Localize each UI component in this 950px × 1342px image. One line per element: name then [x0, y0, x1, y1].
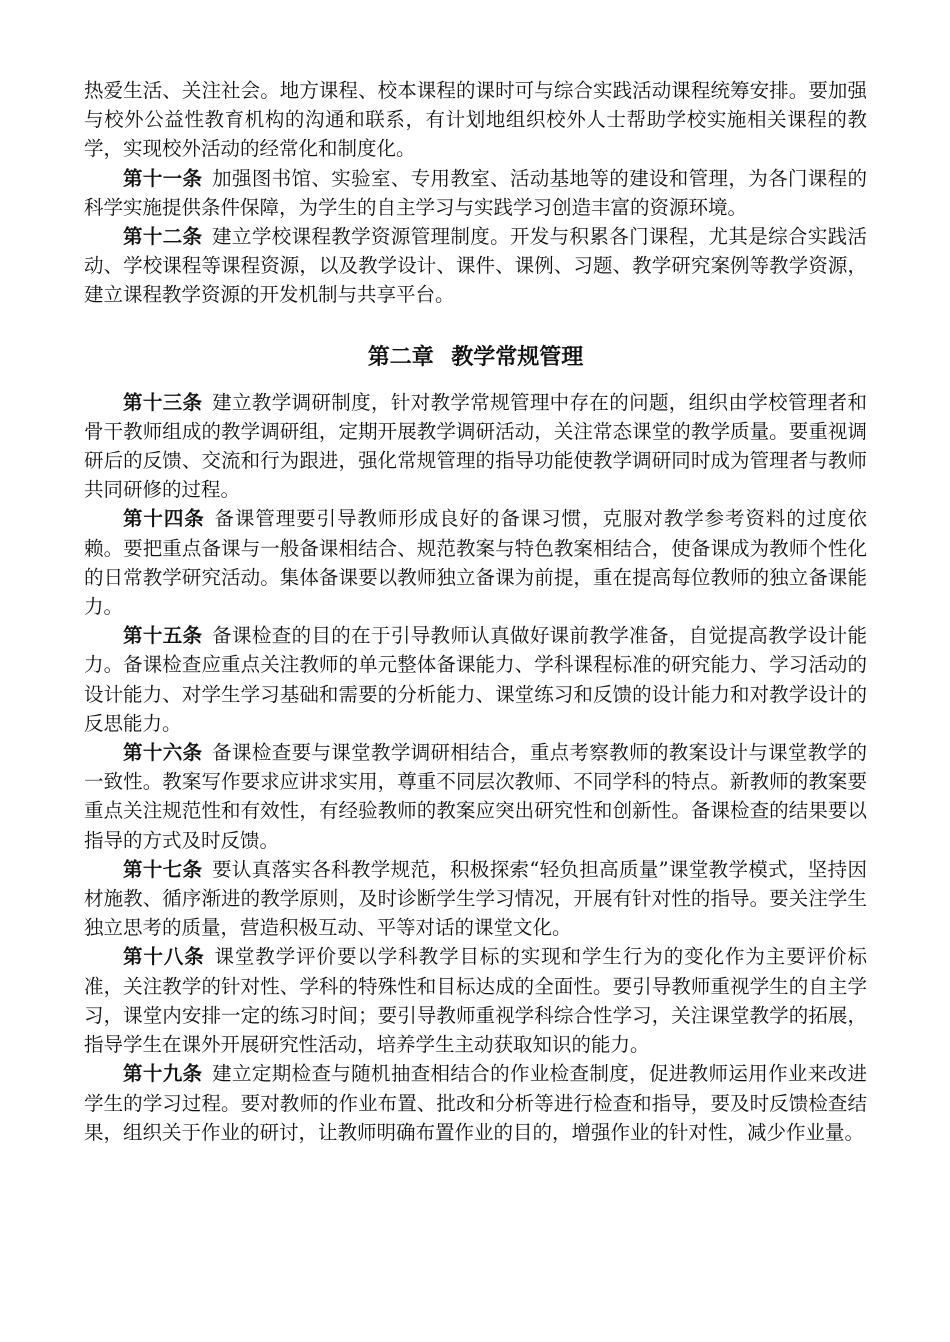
article-15 [84, 621, 867, 738]
article-text: 建立定期检查与随机抽查相结合的作业检查制度，促进教师运用作业来改进学生的学习过程。要对教师的作业布置、批改和分析等进行检查和指导，要及时反馈检查结果，组织关于作业的研讨，让教师明确布置作业的目的，增强作业的针对性，减少作业量。 [84, 1062, 867, 1144]
article-18 [84, 942, 867, 1059]
article-label: 第十三条 [123, 390, 203, 414]
document-page [84, 76, 867, 1147]
article-17 [84, 855, 867, 943]
article-label: 第十八条 [123, 945, 205, 969]
article-label: 第十六条 [123, 741, 203, 765]
article-text: 备课检查要与课堂教学调研相结合，重点考察教师的教案设计与课堂教学的一致性。教案写作要求应讲求实用，尊重不同层次教师、不同学科的特点。新教师的教案要重点关注规范性和有效性，有经验教师的教案应突出研究性和创新性。备课检查的结果要以指导的方式及时反馈。 [84, 741, 867, 852]
continuation-paragraph: 热爱生活、关注社会。地方课程、校本课程的课时可与综合实践活动课程统筹安排。要加强与校外公益性教育机构的沟通和联系，有计划地组织校外人士帮助学校实施相关课程的教学，实现校外活动的经常化和制度化。 [84, 79, 867, 161]
article-11 [84, 164, 867, 222]
article-text: 加强图书馆、实验室、专用教室、活动基地等的建设和管理，为各门课程的科学实施提供条件保障，为学生的自主学习与实践学习创造丰富的资源环境。 [84, 166, 867, 219]
article-14 [84, 504, 867, 621]
article-text: 备课管理要引导教师形成良好的备课习惯，克服对教学参考资料的过度依赖。要把重点备课与一般备课相结合、规范教案与特色教案相结合，使备课成为教师个性化的日常教学研究活动。集体备课要以教师独立备课为前提，重在提高每位教师的独立备课能力。 [84, 507, 867, 619]
chapter-number: 第二章 [367, 344, 434, 370]
article-text: 建立学校课程教学资源管理制度。开发与积累各门课程，尤其是综合实践活动、学校课程等课程资源，以及教学设计、课件、课例、习题、教学研究案例等教学资源，建立课程教学资源的开发机制与共享平台。 [84, 225, 867, 307]
article-13 [84, 388, 867, 505]
article-text: 要认真落实各科教学规范，积极探索“轻负担高质量”课堂教学模式，坚持因材施教、循序渐进的教学原则，及时诊断学生学习情况，开展有针对性的指导。要关注学生独立思考的质量，营造积极互动、平等对话的课堂文化。 [84, 857, 867, 940]
article-text: 课堂教学评价要以学科教学目标的实现和学生行为的变化作为主要评价标准，关注教学的针对性、学科的特殊性和目标达成的全面性。要引导教师重视学生的自主学习，课堂内安排一定的练习时间；要引导教师重视学科综合性学习，关注课堂教学的拓展，指导学生在课外开展研究性活动，培养学生主动获取知识的能力。 [84, 945, 867, 1057]
article-label: 第十五条 [123, 624, 203, 648]
article-16 [84, 738, 867, 855]
article-text: 备课检查的目的在于引导教师认真做好课前教学准备，自觉提高教学设计能力。备课检查应重点关注教师的单元整体备课能力、学科课程标准的研究能力、学习活动的设计能力、对学生学习基础和需要的分析能力、课堂练习和反馈的设计能力和对教学设计的反思能力。 [84, 624, 867, 735]
article-19 [84, 1059, 867, 1147]
chapter-title: 教学常规管理 [451, 344, 584, 370]
article-label: 第十七条 [123, 857, 203, 881]
article-12 [84, 222, 867, 310]
article-label: 第十九条 [123, 1062, 203, 1086]
article-text: 建立教学调研制度，针对教学常规管理中存在的问题，组织由学校管理者和骨干教师组成的教学调研组，定期开展教学调研活动，关注常态课堂的教学质量。要重视调研后的反馈、交流和行为跟进，强化常规管理的指导功能使教学调研同时成为管理者与教师共同研修的过程。 [84, 390, 867, 502]
chapter-heading [84, 341, 867, 375]
article-label: 第十一条 [123, 166, 203, 190]
article-label: 第十四条 [123, 507, 205, 531]
article-label: 第十二条 [123, 225, 203, 249]
